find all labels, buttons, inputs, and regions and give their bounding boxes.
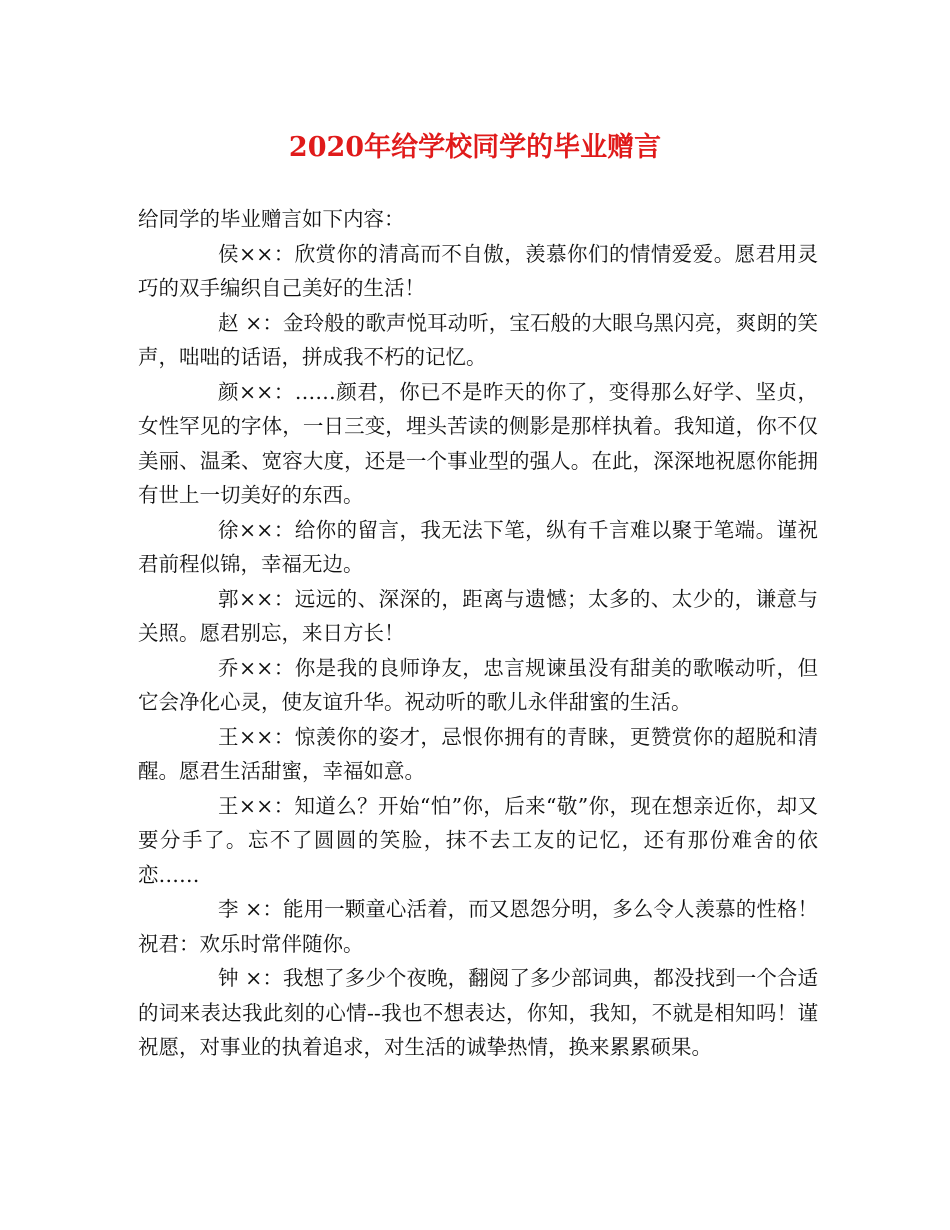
intro-paragraph: 给同学的毕业赠言如下内容： (138, 207, 405, 231)
paragraph-zhao: 赵 ×：金玲般的歌声悦耳动听，宝石般的大眼乌黑闪亮，爽朗的笑声，咄咄的话语，拼成我不朽的记忆。 (138, 310, 818, 369)
paragraph-xu: 徐××：给你的留言，我无法下笔，纵有千言难以聚于笔端。谨祝君前程似锦，幸福无边。 (138, 517, 818, 576)
paragraph-li: 李 ×：能用一颗童心活着，而又恩怨分明，多么令人羡慕的性格！祝君：欢乐时常伴随你。 (138, 897, 818, 956)
document-body (138, 202, 818, 1065)
paragraph-zhong: 钟 ×：我想了多少个夜晚，翻阅了多少部词典，都没找到一个合适的词来表达我此刻的心情--我也不想表达，你知，我知，不就是相知吗！谨祝愿，对事业的执着追求，对生活的诚挚热情，换来累累硕果。 (138, 966, 818, 1059)
paragraph-wang-2: 王××：知道么？开始“怕”你，后来“敬”你，现在想亲近你，却又要分手了。忘不了圆圆的笑脸，抹不去工友的记忆，还有那份难舍的依恋…… (138, 793, 818, 887)
paragraph-wang-1: 王××：惊羡你的姿才，忌恨你拥有的青睐，更赞赏你的超脱和清醒。愿君生活甜蜜，幸福如意。 (138, 724, 818, 783)
paragraph-hou: 侯××：欣赏你的清高而不自傲，羡慕你们的情情爱爱。愿君用灵巧的双手编织自己美好的生活！ (138, 241, 818, 300)
paragraph-qiao: 乔××：你是我的良师诤友，忠言规谏虽没有甜美的歌喉动听，但它会净化心灵，使友谊升华。祝动听的歌儿永伴甜蜜的生活。 (138, 655, 818, 714)
paragraph-guo: 郭××：远远的、深深的，距离与遗憾；太多的、太少的，谦意与关照。愿君别忘，来日方长！ (138, 586, 818, 645)
page-title: 2020年给学校同学的毕业赠言 (288, 132, 662, 163)
paragraph-yan: 颜××：……颜君，你已不是昨天的你了，变得那么好学、坚贞，女性罕见的字体，一日三变，埋头苦读的侧影是那样执着。我知道，你不仅美丽、温柔、宽容大度，还是一个事业型的强人。在此，深深地祝愿你能拥有世上一切美好的东西。 (138, 379, 818, 507)
